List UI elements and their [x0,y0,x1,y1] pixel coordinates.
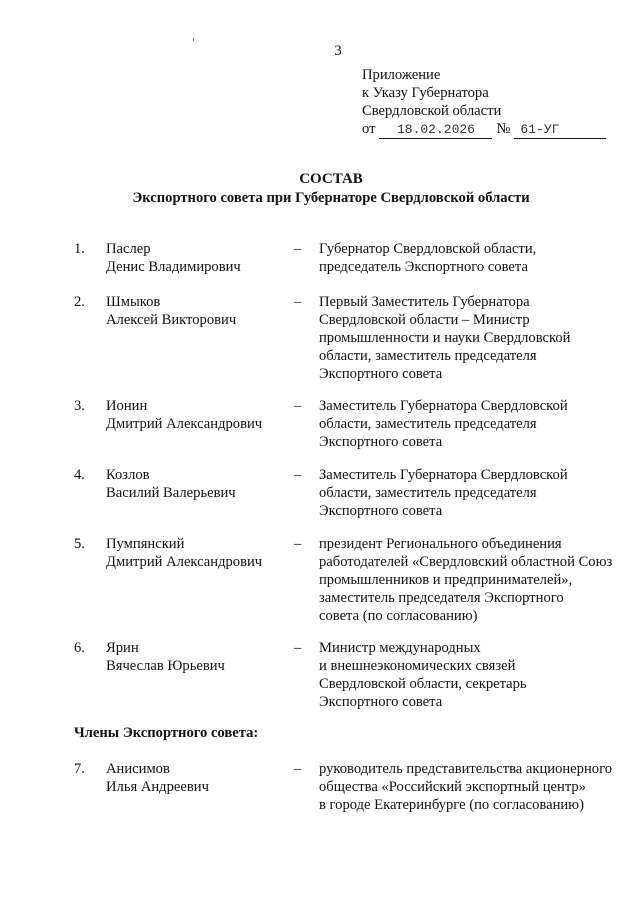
surname: Ионин [106,398,148,414]
position-line: и внешнеэкономических связей [319,658,516,674]
separator-dash: – [294,536,302,552]
appendix-line-1: Приложение [362,67,441,83]
person-name [106,760,286,796]
decree-date-number-line [362,120,612,139]
given-names: Илья Андреевич [106,779,209,795]
separator-dash: – [294,761,302,777]
position-line: промышленности и науки Свердловской [319,330,571,346]
appendix-header [362,66,612,139]
item-number: 2. [74,294,85,310]
given-names: Денис Владимирович [106,259,241,275]
separator-dash: – [294,398,302,414]
given-names: Дмитрий Александрович [106,416,263,432]
separator-dash: – [294,294,302,310]
appendix-line-2: к Указу Губернатора [362,85,489,101]
position-line: промышленников и предпринимателей», [319,572,573,588]
surname: Паслер [106,241,151,257]
position [319,466,619,520]
surname: Анисимов [106,761,170,777]
position-line: Губернатор Свердловской области, [319,241,537,257]
position-line: Свердловской области, секретарь [319,676,527,692]
person-name [106,293,286,329]
position-line: работодателей «Свердловский областной Союз [319,554,613,570]
decree-date: 18.02.2026 [379,122,492,139]
scan-artifact-mark [193,38,194,41]
surname: Шмыков [106,294,161,310]
position [319,293,619,383]
position-line: области, заместитель председателя [319,416,537,432]
position-line: Экспортного совета [319,694,443,710]
given-names: Василий Валерьевич [106,485,236,501]
person-name [106,639,286,675]
position-line: президент Регионального объединения [319,536,562,552]
item-number: 6. [74,640,85,656]
surname: Козлов [106,467,150,483]
position-line: руководитель представительства акционерного [319,761,612,777]
surname: Ярин [106,640,139,656]
position-line: совета (по согласованию) [319,608,478,624]
item-number: 4. [74,467,85,483]
members-section-heading: Члены Экспортного совета: [74,725,259,741]
person-name [106,535,286,571]
position [319,535,619,625]
position [319,397,619,451]
position-line: в городе Екатеринбурге (по согласованию) [319,797,584,813]
appendix-line-3: Свердловской области [362,103,502,119]
position [319,639,619,711]
position-line: области, заместитель председателя [319,348,537,364]
position-line: Первый Заместитель Губернатора [319,294,530,310]
title-heading: СОСТАВ [299,171,363,187]
given-names: Дмитрий Александрович [106,554,263,570]
date-prefix: от [362,121,376,137]
position-line: Экспортного совета [319,503,443,519]
position-line: общества «Российский экспортный центр» [319,779,586,795]
person-name [106,240,286,276]
person-name [106,466,286,502]
position-line: Экспортного совета [319,434,443,450]
position-line: председатель Экспортного совета [319,259,528,275]
position-line: Свердловской области – Министр [319,312,530,328]
position-line: области, заместитель председателя [319,485,537,501]
title-subheading: Экспортного совета при Губернаторе Свердловской области [132,190,530,206]
document-title [0,170,640,208]
item-number: 7. [74,761,85,777]
position [319,240,619,276]
separator-dash: – [294,640,302,656]
item-number: 3. [74,398,85,414]
position [319,760,619,814]
given-names: Вячеслав Юрьевич [106,658,225,674]
position-line: Заместитель Губернатора Свердловской [319,467,568,483]
surname: Пумпянский [106,536,185,552]
number-prefix: № [496,121,511,137]
separator-dash: – [294,241,302,257]
position-line: Заместитель Губернатора Свердловской [319,398,568,414]
item-number: 5. [74,536,85,552]
person-name [106,397,286,433]
separator-dash: – [294,467,302,483]
given-names: Алексей Викторович [106,312,237,328]
item-number: 1. [74,241,85,257]
page-number: 3 [334,43,342,59]
position-line: заместитель председателя Экспортного [319,590,564,606]
decree-number: 61-УГ [514,122,606,139]
position-line: Министр международных [319,640,481,656]
position-line: Экспортного совета [319,366,443,382]
